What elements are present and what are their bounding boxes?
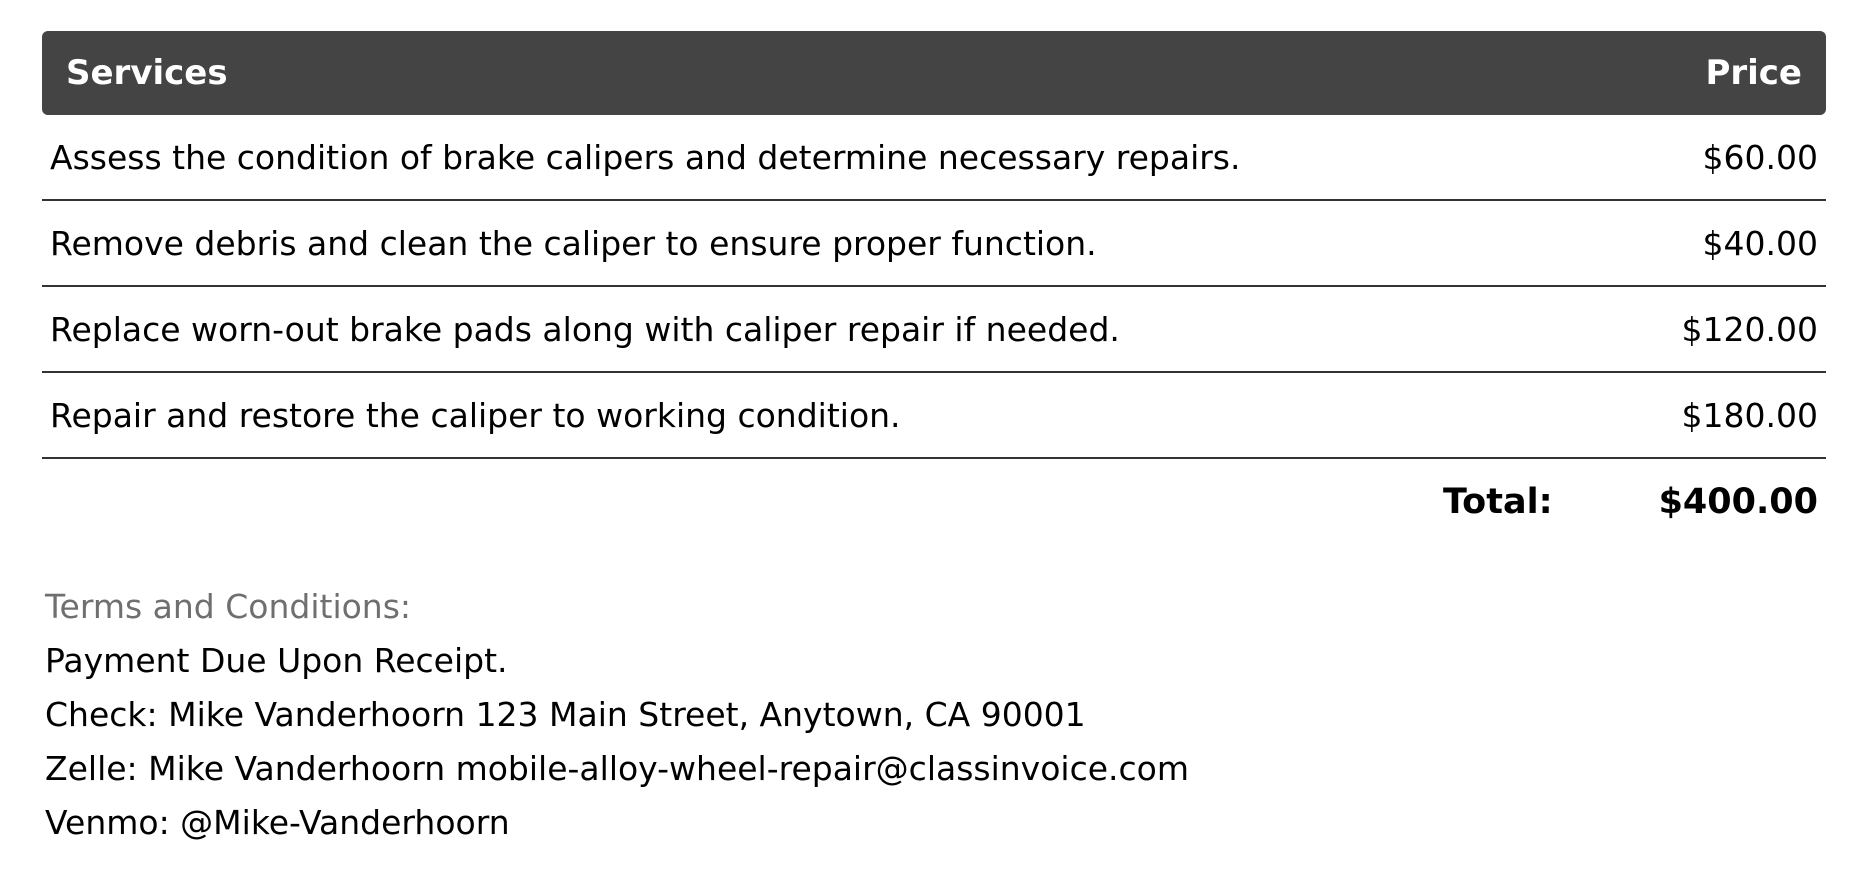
total-label: Total: <box>1442 482 1553 522</box>
table-header <box>42 31 1826 115</box>
service-description: Assess the condition of brake calipers and determine necessary repairs. <box>50 137 1241 177</box>
service-description: Remove debris and clean the caliper to ensure proper function. <box>50 223 1097 263</box>
terms-section <box>45 580 1189 850</box>
service-description: Repair and restore the caliper to working condition. <box>50 395 901 435</box>
services-table <box>42 31 1826 545</box>
total-value: $400.00 <box>1658 482 1818 522</box>
table-row <box>42 373 1826 459</box>
services-column-header: Services <box>66 53 228 93</box>
terms-zelle: Zelle: Mike Vanderhoorn mobile-alloy-wheel-repair@classinvoice.com <box>45 749 1189 788</box>
terms-heading: Terms and Conditions: <box>45 587 412 626</box>
terms-venmo: Venmo: @Mike-Vanderhoorn <box>45 803 510 842</box>
price-column-header: Price <box>1705 53 1802 93</box>
service-price: $180.00 <box>1681 395 1818 435</box>
service-price: $40.00 <box>1702 223 1818 263</box>
table-row <box>42 115 1826 201</box>
table-row <box>42 201 1826 287</box>
terms-payment-due: Payment Due Upon Receipt. <box>45 641 508 680</box>
total-row <box>42 459 1826 545</box>
table-row <box>42 287 1826 373</box>
terms-check: Check: Mike Vanderhoorn 123 Main Street, Anytown, CA 90001 <box>45 695 1086 734</box>
service-description: Replace worn-out brake pads along with caliper repair if needed. <box>50 309 1120 349</box>
service-price: $120.00 <box>1681 309 1818 349</box>
service-price: $60.00 <box>1702 137 1818 177</box>
